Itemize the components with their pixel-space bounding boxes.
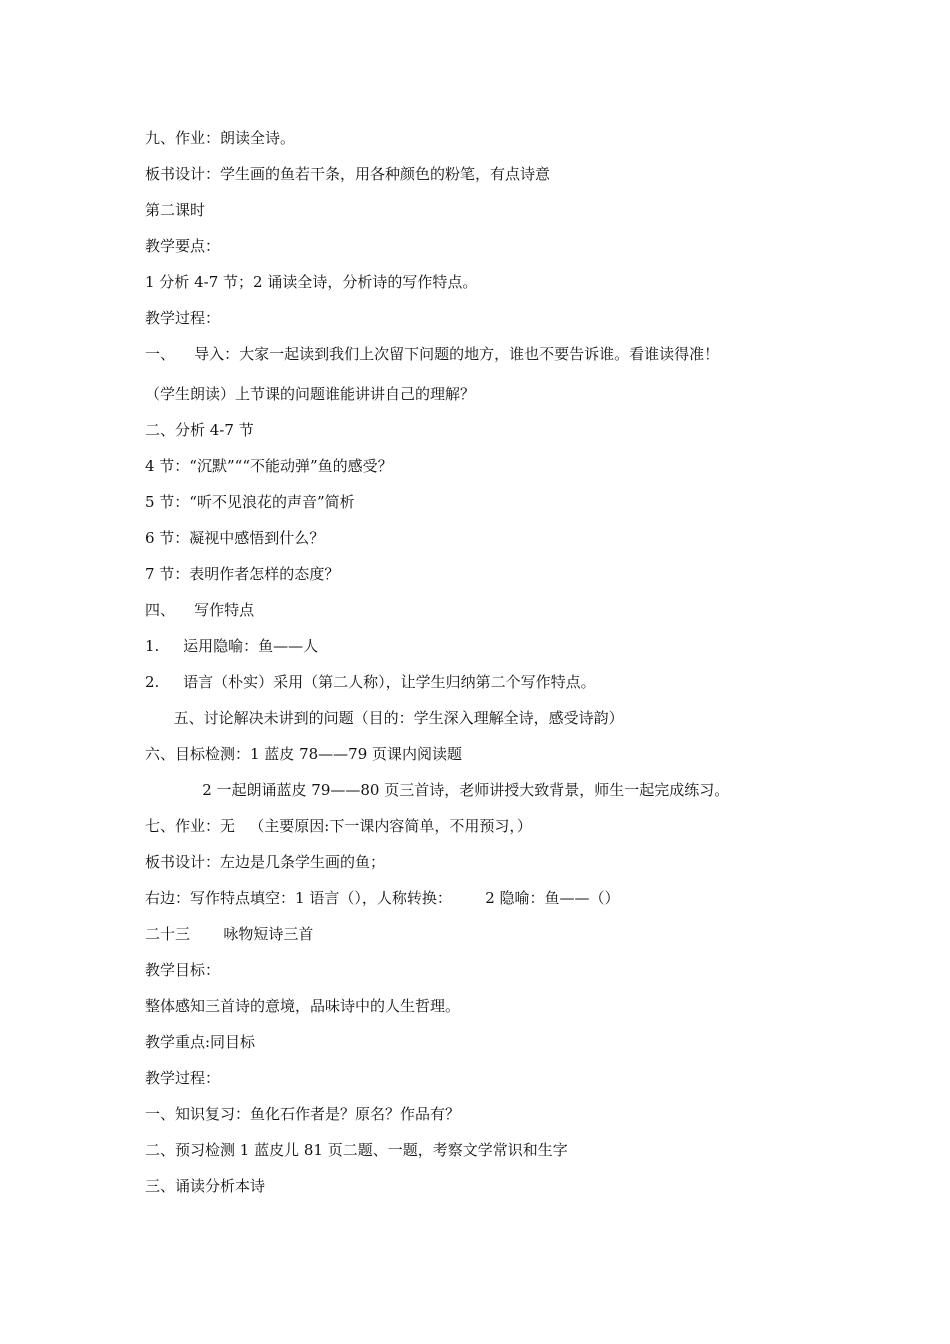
text-line: 七、作业：无 （主要原因:下一课内容简单，不用预习，）: [145, 817, 532, 835]
text-line: 6 节：凝视中感悟到什么？: [145, 529, 325, 547]
text-line: 5 节：“听不见浪花的声音”简析: [145, 493, 355, 511]
text-line: 右边：写作特点填空：1 语言（），人称转换： 2 隐喻：鱼——（）: [145, 889, 620, 907]
text-line: 二十三 咏物短诗三首: [145, 925, 314, 943]
text-line: 1 分析 4-7 节；2 诵读全诗，分析诗的写作特点。: [145, 273, 478, 291]
text-line: 第二课时: [145, 201, 206, 219]
text-line: 板书设计：学生画的鱼若干条，用各种颜色的粉笔，有点诗意: [145, 165, 551, 183]
text-line: 五、讨论解决未讲到的问题（目的：学生深入理解全诗，感受诗韵）: [145, 709, 624, 727]
text-line: 1. 运用隐喻：鱼——人: [145, 637, 319, 655]
text-line: 一、 导入：大家一起读到我们上次留下问题的地方，谁也不要告诉谁。看谁读得准！: [145, 345, 720, 363]
text-line: 整体感知三首诗的意境，品味诗中的人生哲理。: [145, 997, 461, 1015]
text-line: （学生朗读）上节课的问题谁能讲讲自己的理解？: [145, 385, 476, 403]
text-line: 教学目标：: [145, 961, 221, 979]
text-line: 教学要点：: [145, 237, 221, 255]
text-line: 教学重点:同目标: [145, 1033, 256, 1051]
text-line: 2 一起朗诵蓝皮 79——80 页三首诗，老师讲授大致背景，师生一起完成练习。: [145, 781, 730, 799]
text-line: 三、诵读分析本诗: [145, 1177, 266, 1195]
text-line: 板书设计：左边是几条学生画的鱼；: [145, 853, 386, 871]
text-line: 2. 语言（朴实）采用（第二人称），让学生归纳第二个写作特点。: [145, 673, 596, 691]
text-line: 六、目标检测：1 蓝皮 78——79 页课内阅读题: [145, 745, 463, 763]
text-line: 4 节：“沉默”““不能动弹”鱼的感受？: [145, 457, 393, 475]
text-line: 教学过程：: [145, 309, 221, 327]
text-line: 二、预习检测 1 蓝皮儿 81 页二题、一题，考察文学常识和生字: [145, 1141, 568, 1159]
text-line: 二、分析 4-7 节: [145, 421, 254, 439]
text-line: 7 节：表明作者怎样的态度？: [145, 565, 340, 583]
text-line: 一、知识复习：鱼化石作者是？原名？作品有？: [145, 1105, 461, 1123]
text-line: 九、作业：朗读全诗。: [145, 129, 296, 147]
text-line: 教学过程：: [145, 1069, 221, 1087]
text-line: 四、 写作特点: [145, 601, 255, 619]
